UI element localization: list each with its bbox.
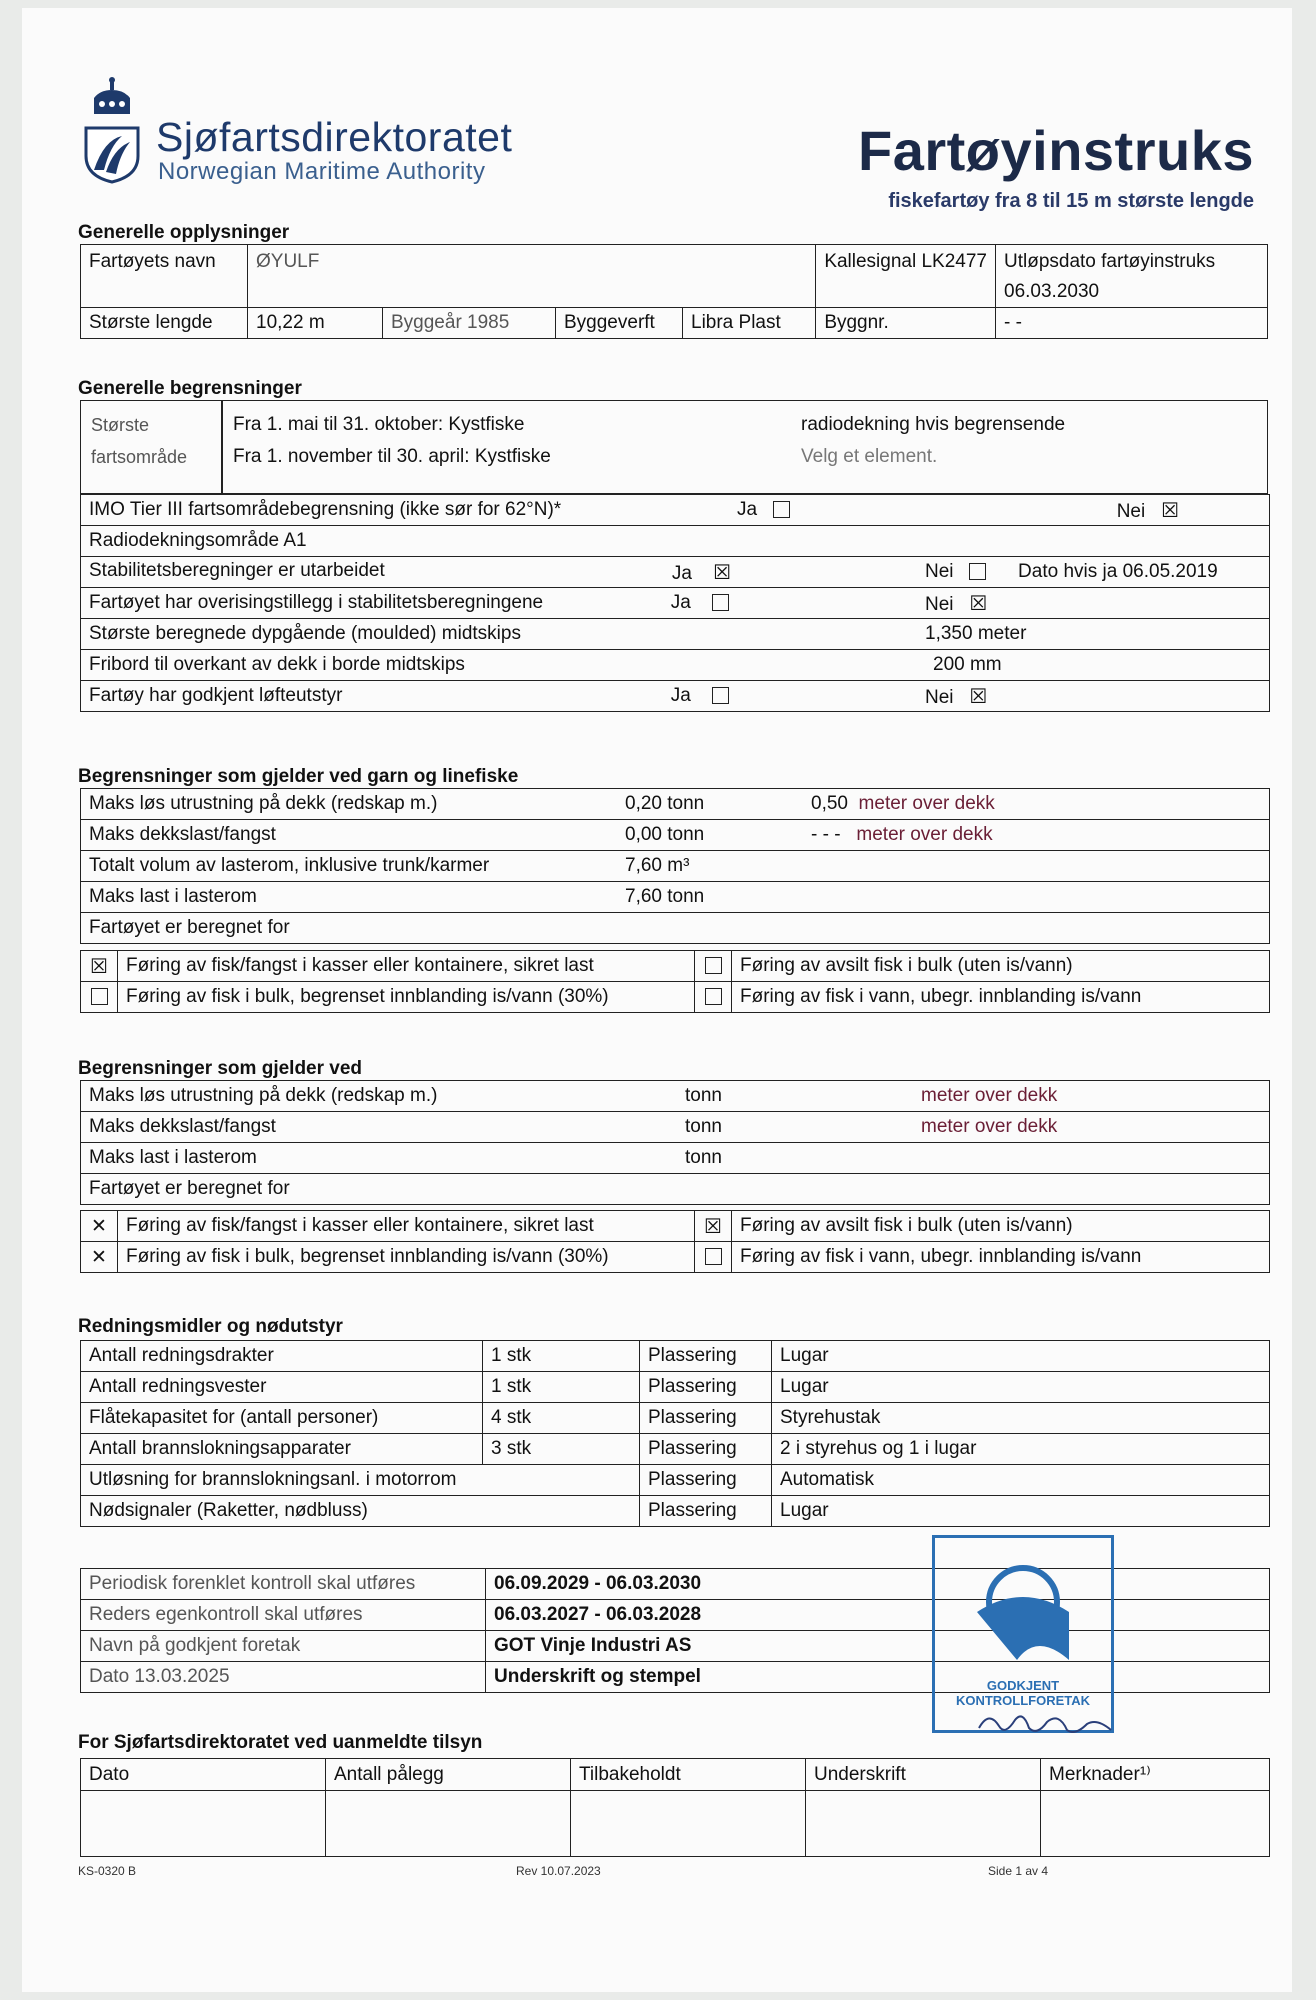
rescue-place: Lugar [772,1341,1270,1372]
document-title: Fartøyinstruks [858,119,1254,182]
rescue-place-label: Plassering [640,1403,772,1434]
expiry-label: Utløpsdato fartøyinstruks [1004,251,1216,272]
other-r4-label: Fartøyet er beregnet for [81,1174,1270,1205]
rescue-place: Lugar [772,1496,1270,1527]
inspection-cell[interactable] [571,1791,806,1857]
rescue-label: Antall brannslokningsapparater [81,1434,483,1465]
inspection-col-header: Underskrift [806,1759,1041,1791]
length-label: Største lengde [81,308,248,339]
garn-table [80,788,1270,944]
area-summer: Fra 1. mai til 31. oktober: Kystfiske [233,414,525,435]
section-heading-inspection: For Sjøfartsdirektoratet ved uanmeldte tilsyn [78,1732,483,1753]
buildno-label: Byggnr. [816,308,996,339]
lifting-nei-checkbox[interactable]: ☒ [969,685,988,708]
stab-date: Dato hvis ja 06.05.2019 [1018,561,1218,582]
other-r2-label: Maks dekkslast/fangst [81,1112,678,1143]
stab-ja-checkbox[interactable]: ☒ [713,561,731,584]
control-r3-value: GOT Vinje Industri AS [486,1631,1270,1662]
freeboard-value: 200 mm [737,650,1270,681]
rescue-place: Styrehustak [772,1403,1270,1434]
general-table [80,244,1268,339]
other-opt2-checkbox[interactable]: ☒ [704,1215,722,1238]
area-periods [233,409,551,473]
document-subtitle: fiskefartøy fra 8 til 15 m største lengde [888,190,1254,212]
inspection-col-header: Dato [81,1759,326,1791]
inspection-cell[interactable] [806,1791,1041,1857]
element-select-placeholder[interactable]: Velg et element. [801,446,938,467]
control-r4-value: Underskrift og stempel [486,1662,1270,1693]
control-r1-value: 06.09.2029 - 06.03.2030 [486,1569,1270,1600]
control-r4-label: Dato 13.03.2025 [81,1662,486,1693]
revision: Rev 10.07.2023 [516,1864,601,1878]
ice-nei-checkbox[interactable]: ☒ [969,592,988,615]
draught-value: 1,350 meter [737,619,1270,650]
rescue-place: Lugar [772,1372,1270,1403]
ice-ja-label: Ja [670,592,691,613]
garn-opt1-checkbox[interactable]: ☒ [90,955,108,978]
inspection-cell[interactable] [326,1791,571,1857]
other-r1-height-unit: meter over dekk [913,1081,1270,1112]
garn-opt1-label: Føring av fisk/fangst i kasser eller kontainere, sikret last [118,951,695,982]
area-winter: Fra 1. november til 30. april: Kystfiske [233,446,551,467]
stamp-text: GODKJENT KONTROLLFORETAK [955,1678,1091,1708]
callsign: Kallesignal LK2477 [816,245,996,308]
garn-r5-label: Fartøyet er beregnet for [81,913,1270,944]
rescue-place: Automatisk [772,1465,1270,1496]
ice-label: Fartøyet har overisingstillegg i stabilitetsberegningene [89,592,544,613]
other-r3-unit: tonn [677,1143,1270,1174]
rescue-label: Flåtekapasitet for (antall personer) [81,1403,483,1434]
draught-label: Største beregnede dypgående (moulded) midtskips [81,619,738,650]
garn-r1-label: Maks løs utrustning på dekk (redskap m.) [81,789,618,820]
rescue-place: 2 i styrehus og 1 i lugar [772,1434,1270,1465]
stab-label: Stabilitetsberegninger er utarbeidet [89,559,385,581]
rescue-row [81,1403,1270,1434]
page-number: Side 1 av 4 [988,1864,1049,1878]
freeboard-label: Fribord til overkant av dekk i borde midtskips [81,650,738,681]
inspection-col-header: Tilbakeholdt [571,1759,806,1791]
garn-r1-value: 0,20 tonn [617,789,803,820]
org-name-en: Norwegian Maritime Authority [158,158,486,185]
rescue-place-label: Plassering [640,1434,772,1465]
other-r3-label: Maks last i lasterom [81,1143,678,1174]
vessel-name-value: ØYULF [248,245,816,308]
imo-label: IMO Tier III fartsområdebegrensning (ikke sør for 62°N)* [81,495,738,526]
inspection-table [80,1758,1270,1857]
garn-r3-value: 7,60 m³ [617,851,1270,882]
signature-icon [975,1706,1115,1740]
other-table [80,1080,1270,1205]
stab-nei-label: Nei [925,561,954,582]
rescue-label: Nødsignaler (Raketter, nødbluss) [81,1496,640,1527]
lifting-ja-label: Ja [670,685,691,706]
other-r2-height-unit: meter over dekk [913,1112,1270,1143]
rescue-qty: 3 stk [483,1434,640,1465]
other-r1-unit: tonn [677,1081,913,1112]
garn-options-table [80,950,1270,1013]
garn-r2-value: 0,00 tonn [617,820,803,851]
area-label-line2: fartsområde [91,447,188,467]
inspection-col-header: Merknader¹⁾ [1041,1759,1270,1791]
control-r1-label: Periodisk forenklet kontroll skal utføres [81,1569,486,1600]
rescue-place-label: Plassering [640,1372,772,1403]
radio-area: Radiodekningsområde A1 [81,526,1270,557]
lifting-label: Fartøy har godkjent løfteutstyr [89,685,343,706]
rescue-row [81,1372,1270,1403]
rescue-label: Antall redningsdrakter [81,1341,483,1372]
stab-nei-checkbox[interactable] [969,563,986,580]
other-opt4-label: Føring av fisk i vann, ubegr. innblanding is/vann [732,1242,1270,1273]
garn-r4-value: 7,60 tonn [617,882,1270,913]
yard-value: Libra Plast [683,308,816,339]
lifting-nei-label: Nei [925,686,954,708]
imo-ja-checkbox[interactable] [773,501,790,518]
control-r2-label: Reders egenkontroll skal utføres [81,1600,486,1631]
buildno-value: - - [996,308,1268,339]
area-label [91,409,187,473]
other-opt1-label: Føring av fisk/fangst i kasser eller kontainere, sikret last [118,1211,695,1242]
other-r1-label: Maks løs utrustning på dekk (redskap m.) [81,1081,678,1112]
section-heading-garn: Begrensninger som gjelder ved garn og linefiske [78,766,519,787]
rescue-place-label: Plassering [640,1465,772,1496]
area-box [80,400,1268,494]
ice-ja-checkbox[interactable] [712,594,729,611]
garn-opt3-label: Føring av fisk i bulk, begrenset innblanding is/vann (30%) [118,982,695,1013]
other-r2-unit: tonn [677,1112,913,1143]
ice-nei-label: Nei [925,593,954,615]
rescue-label: Utløsning for brannslokningsanl. i motorrom [81,1465,640,1496]
rescue-qty: 4 stk [483,1403,640,1434]
control-r3-label: Navn på godkjent foretak [81,1631,486,1662]
rescue-row [81,1496,1270,1527]
rescue-place-label: Plassering [640,1341,772,1372]
inspection-cell[interactable] [81,1791,326,1857]
garn-opt2-checkbox[interactable] [705,957,722,974]
section-heading-general: Generelle opplysninger [78,222,290,243]
rescue-row [81,1465,1270,1496]
approval-stamp [932,1535,1114,1733]
length-value: 10,22 m [248,308,383,339]
org-name: Sjøfartsdirektoratet [156,114,513,160]
stamp-emblem-icon [957,1552,1089,1672]
garn-r1-height: 0,50 [811,793,848,814]
rescue-row [81,1341,1270,1372]
vessel-name-label: Fartøyets navn [81,245,248,308]
garn-r2-unit: meter over dekk [856,824,993,845]
rescue-qty: 1 stk [483,1372,640,1403]
garn-opt4-label: Føring av fisk i vann, ubegr. innblanding is/vann [732,982,1270,1013]
garn-r4-label: Maks last i lasterom [81,882,618,913]
expiry-cell [996,245,1268,308]
inspection-cell[interactable] [1041,1791,1270,1857]
garn-opt3-checkbox[interactable] [91,988,108,1005]
garn-r1-unit: meter over dekk [858,793,995,814]
yard-label: Byggeverft [556,308,683,339]
shield-icon [84,126,140,184]
rescue-qty: 1 stk [483,1341,640,1372]
section-heading-rescue: Redningsmidler og nødutstyr [78,1316,343,1337]
radio-note-block [801,409,1065,473]
imo-ja-label: Ja [737,499,758,520]
rescue-table [80,1340,1270,1527]
form-code: KS-0320 B [78,1864,137,1878]
rescue-place-label: Plassering [640,1496,772,1527]
area-label-line1: Største [91,415,150,435]
imo-nei-checkbox[interactable]: ☒ [1161,499,1179,522]
rescue-row [81,1434,1270,1465]
rescue-label: Antall redningsvester [81,1372,483,1403]
garn-r3-label: Totalt volum av lasterom, inklusive trunk/karmer [81,851,618,882]
control-r2-value: 06.03.2027 - 06.03.2028 [486,1600,1270,1631]
stab-ja-label: Ja [671,562,692,584]
build-year: Byggeår 1985 [383,308,556,339]
garn-r2-label: Maks dekkslast/fangst [81,820,618,851]
expiry-value: 06.03.2030 [1004,281,1100,302]
lifting-ja-checkbox[interactable] [712,687,729,704]
garn-opt4-checkbox[interactable] [705,988,722,1005]
imo-nei-label: Nei [1116,500,1146,522]
other-opt3-label: Føring av fisk i bulk, begrenset innblanding is/vann (30%) [118,1242,695,1273]
other-opt4-checkbox[interactable] [705,1248,722,1265]
crown-icon [90,74,134,120]
other-opt3-checkbox[interactable]: ✕ [91,1246,107,1268]
other-opt2-label: Føring av avsilt fisk i bulk (uten is/vann) [732,1211,1270,1242]
other-options-table [80,1210,1270,1273]
section-heading-other: Begrensninger som gjelder ved [78,1058,363,1079]
inspection-col-header: Antall pålegg [326,1759,571,1791]
radio-note: radiodekning hvis begrensende [801,414,1066,435]
garn-opt2-label: Føring av avsilt fisk i bulk (uten is/vann) [732,951,1270,982]
other-opt1-checkbox[interactable]: ✕ [91,1215,107,1237]
garn-r2-height: - - - [811,824,841,845]
section-heading-limits: Generelle begrensninger [78,378,302,399]
limits-table [80,494,1270,712]
